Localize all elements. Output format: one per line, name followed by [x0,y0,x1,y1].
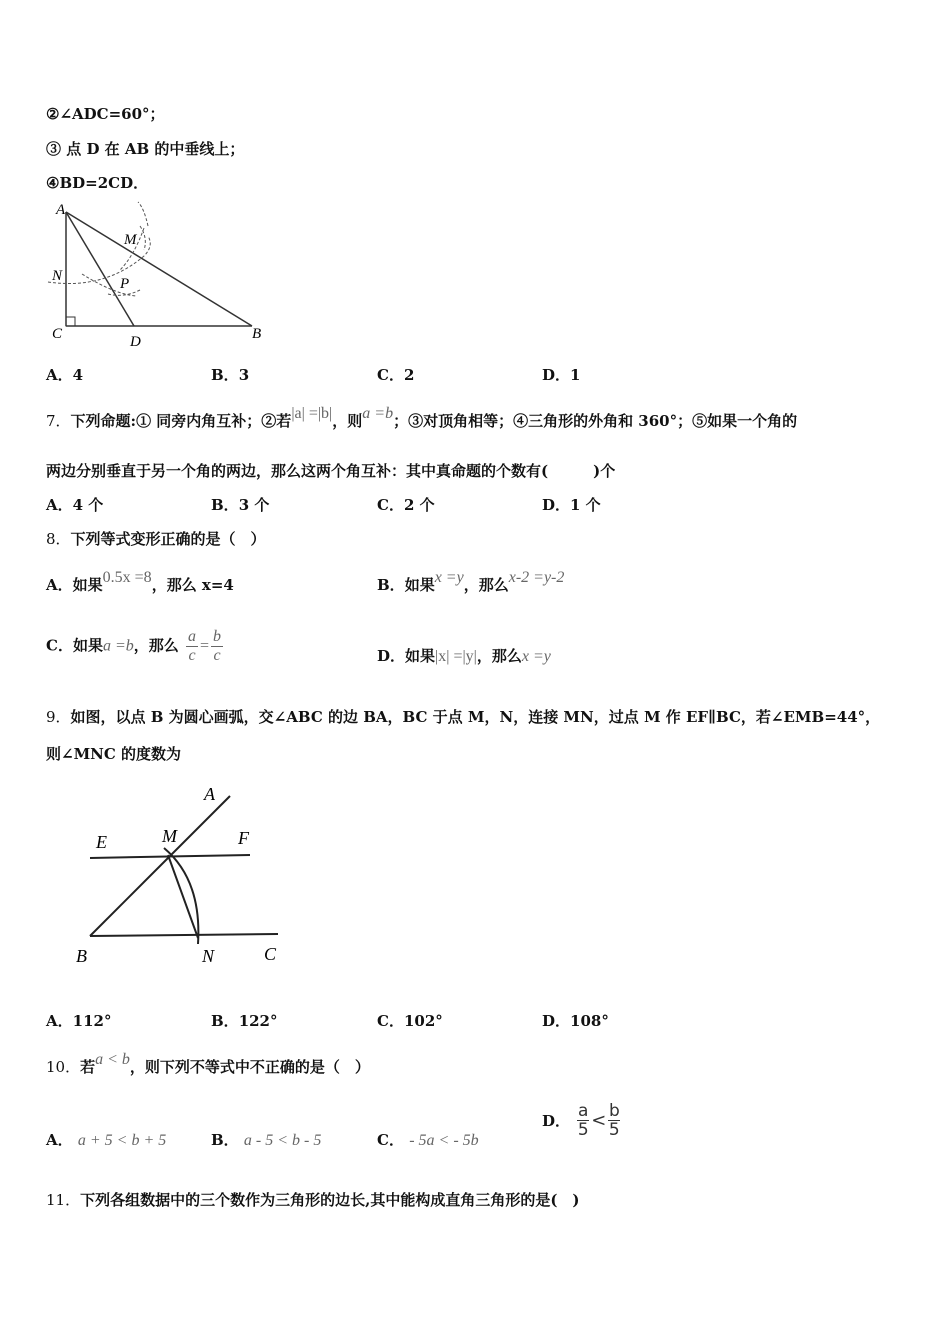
triangle-figure [44,198,274,350]
label-B: B [252,326,262,342]
q10-option-b[interactable]: B． a - 5 < b - 5 [211,1131,322,1149]
fig9-label-M: M [162,826,177,846]
statement-4: ④BD=2CD． [46,174,149,192]
q7-option-c[interactable]: C．2 个 [377,496,435,514]
prev-option-c[interactable]: C．2 [377,366,415,384]
q8-stem: 8．下列等式变形正确的是（ ） [46,530,266,548]
q9-option-c[interactable]: C．102° [377,1012,443,1030]
q11-stem: 11．下列各组数据中的三个数作为三角形的边长,其中能构成直角三角形的是( ) [46,1191,580,1209]
statement-3: ③ 点 D 在 AB 的中垂线上； [46,140,245,158]
fig9-label-B: B [76,946,87,966]
label-P: P [120,276,130,292]
label-D: D [130,334,141,350]
q7-option-d[interactable]: D．1 个 [542,496,601,514]
label-M: M [124,232,137,248]
q10-option-c[interactable]: C． - 5a < - 5b [377,1131,479,1149]
angle-figure [70,780,290,970]
q9-option-d[interactable]: D．108° [542,1012,609,1030]
q8-option-c[interactable]: C．如果a =b，那么 $\frac{a}{c}$ = $\frac{b}{c}$ [46,628,222,664]
q9-stem-line1: 9．如图，以点 B 为圆心画弧，交∠ABC 的边 BA，BC 于点 M，N，连接 MN，过点 M 作 EF∥BC，若∠EMB=44°， [46,708,881,726]
fig9-label-F: F [238,828,249,848]
prev-option-b[interactable]: B．3 [211,366,250,384]
q7-option-a[interactable]: A．4 个 [46,496,104,514]
q7-stem-line1: 7．下列命题:① 同旁内角互补；②若|a| =|b|，则a =b；③对顶角相等；④三角形的外角和 360°；⑤如果一个角的 [46,405,798,430]
fig9-label-N: N [202,946,215,966]
label-N: N [52,268,63,284]
q7-stem-line2: 两边分别垂直于另一个角的两边，那么这两个角互补：其中真命题的个数有( )个 [46,462,616,480]
label-A: A [56,202,66,218]
q7-option-b[interactable]: B．3 个 [211,496,270,514]
q8-option-b[interactable]: B．如果x =y，那么x-2 =y-2 [377,569,565,594]
q10-stem: 10．若a < b，则下列不等式中不正确的是（ ） [46,1051,370,1076]
q9-option-a[interactable]: A．112° [46,1012,112,1030]
label-C: C [52,326,63,342]
q9-option-b[interactable]: B．122° [211,1012,278,1030]
fig9-label-A: A [204,784,215,804]
prev-option-a[interactable]: A．4 [46,366,84,384]
q8-option-a[interactable]: A．如果0.5x =8，那么 x=4 [46,569,234,594]
q9-stem-line2: 则∠MNC 的度数为 [46,745,182,763]
q10-option-d[interactable]: D． $\frac{a}{5}$ < $\frac{b}{5}$ [542,1101,620,1140]
fig9-label-E: E [96,832,107,852]
q8-option-d[interactable]: D．如果|x| =|y|，那么x =y [377,647,551,665]
fig9-label-C: C [264,944,277,964]
q10-option-a[interactable]: A． a + 5 < b + 5 [46,1131,167,1149]
statement-2: ②∠ADC=60°； [46,105,165,123]
prev-option-d[interactable]: D．1 [542,366,581,384]
